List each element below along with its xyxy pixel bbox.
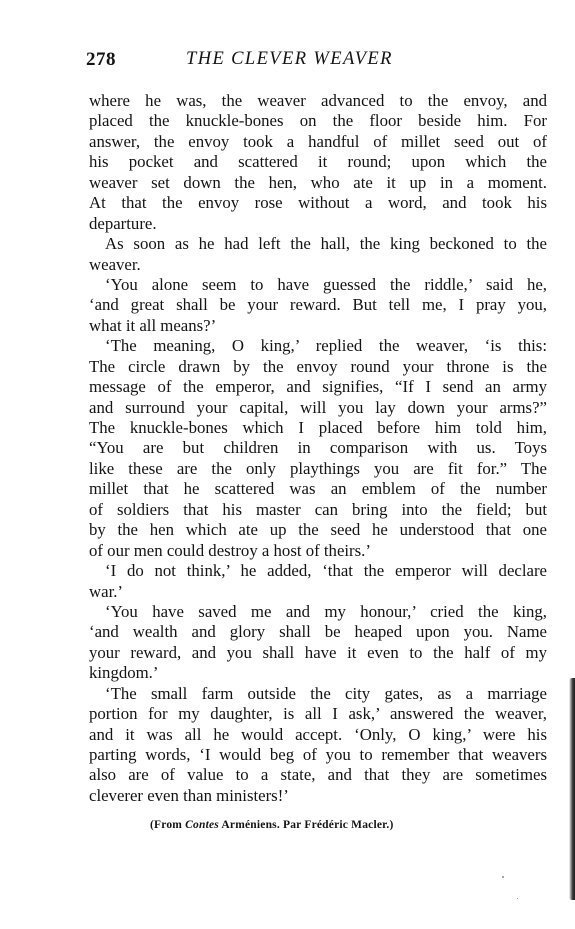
text-line: his pocket and scattered it round; upon which the bbox=[89, 152, 547, 172]
text-line: ‘You have saved me and my honour,’ cried the king, bbox=[105, 601, 547, 621]
citation-open: (From bbox=[150, 819, 186, 831]
text-line: At that the envoy rose without a word, and took his bbox=[89, 193, 547, 213]
text-line: millet that he scattered was an emblem of the number bbox=[89, 479, 547, 499]
text-line: ‘and great shall be your reward. But tell me, I pray you, bbox=[89, 295, 547, 315]
text-line: your reward, and you shall have it even to the half of my bbox=[89, 642, 547, 662]
body-text bbox=[89, 91, 547, 806]
text-line: placed the knuckle-bones on the floor beside him. For bbox=[89, 111, 547, 131]
text-line: where he was, the weaver advanced to the envoy, and bbox=[89, 91, 547, 110]
text-line: “You are but children in comparison with us. Toys bbox=[89, 438, 547, 458]
text-line: war.’ bbox=[89, 581, 124, 601]
citation-source-title: Contes bbox=[185, 819, 219, 831]
citation-rest: Arméniens. Par Frédéric Macler.) bbox=[218, 819, 394, 831]
page-number: 278 bbox=[86, 49, 116, 70]
text-line: kingdom.’ bbox=[89, 663, 159, 683]
text-line: message of the emperor, and signifies, “If I send an army bbox=[89, 377, 547, 397]
running-title: THE CLEVER WEAVER bbox=[186, 49, 393, 69]
text-line: portion for my daughter, is all I ask,’ answered the weaver, bbox=[89, 704, 547, 724]
text-line: The circle drawn by the envoy round your throne is the bbox=[89, 356, 547, 376]
text-line: and surround your capital, will you lay down your arms?” bbox=[89, 397, 547, 417]
text-line: what it all means?’ bbox=[89, 315, 217, 335]
text-line: of our men could destroy a host of theirs.’ bbox=[89, 540, 371, 560]
page-edge-shadow bbox=[569, 678, 575, 900]
text-line: by the hen which ate up the seed he understood that one bbox=[89, 520, 547, 540]
text-line: ‘and wealth and glory shall be heaped upon you. Name bbox=[89, 622, 547, 642]
text-line: like these are the only playthings you are fit for.” The bbox=[89, 458, 547, 478]
text-line: and it was all he would accept. ‘Only, O king,’ were his bbox=[89, 724, 547, 744]
text-line: The knuckle-bones which I placed before him told him, bbox=[89, 418, 547, 437]
text-line: weaver set down the hen, who ate it up in a moment. bbox=[89, 172, 547, 192]
text-line: ‘You alone seem to have guessed the riddle,’ said he, bbox=[105, 274, 547, 294]
text-line: ‘The meaning, O king,’ replied the weaver, ‘is this: bbox=[105, 336, 547, 356]
text-line: of soldiers that his master can bring into the field; but bbox=[89, 499, 547, 519]
text-line: answer, the envoy took a handful of millet seed out of bbox=[89, 131, 547, 151]
text-line: parting words, ‘I would beg of you to remember that weavers bbox=[89, 745, 547, 764]
source-citation bbox=[150, 819, 394, 831]
text-line: weaver. bbox=[89, 254, 141, 274]
paper-speck bbox=[502, 876, 504, 878]
text-line: ‘The small farm outside the city gates, as a marriage bbox=[105, 683, 547, 703]
text-line: cleverer even than ministers!’ bbox=[89, 785, 289, 805]
paper-speck bbox=[517, 898, 518, 899]
text-line: As soon as he had left the hall, the king beckoned to the bbox=[105, 234, 547, 254]
text-line: also are of value to a state, and that they are sometimes bbox=[89, 765, 547, 785]
text-line: ‘I do not think,’ he added, ‘that the emperor will declare bbox=[105, 561, 547, 581]
text-line: departure. bbox=[89, 213, 157, 233]
